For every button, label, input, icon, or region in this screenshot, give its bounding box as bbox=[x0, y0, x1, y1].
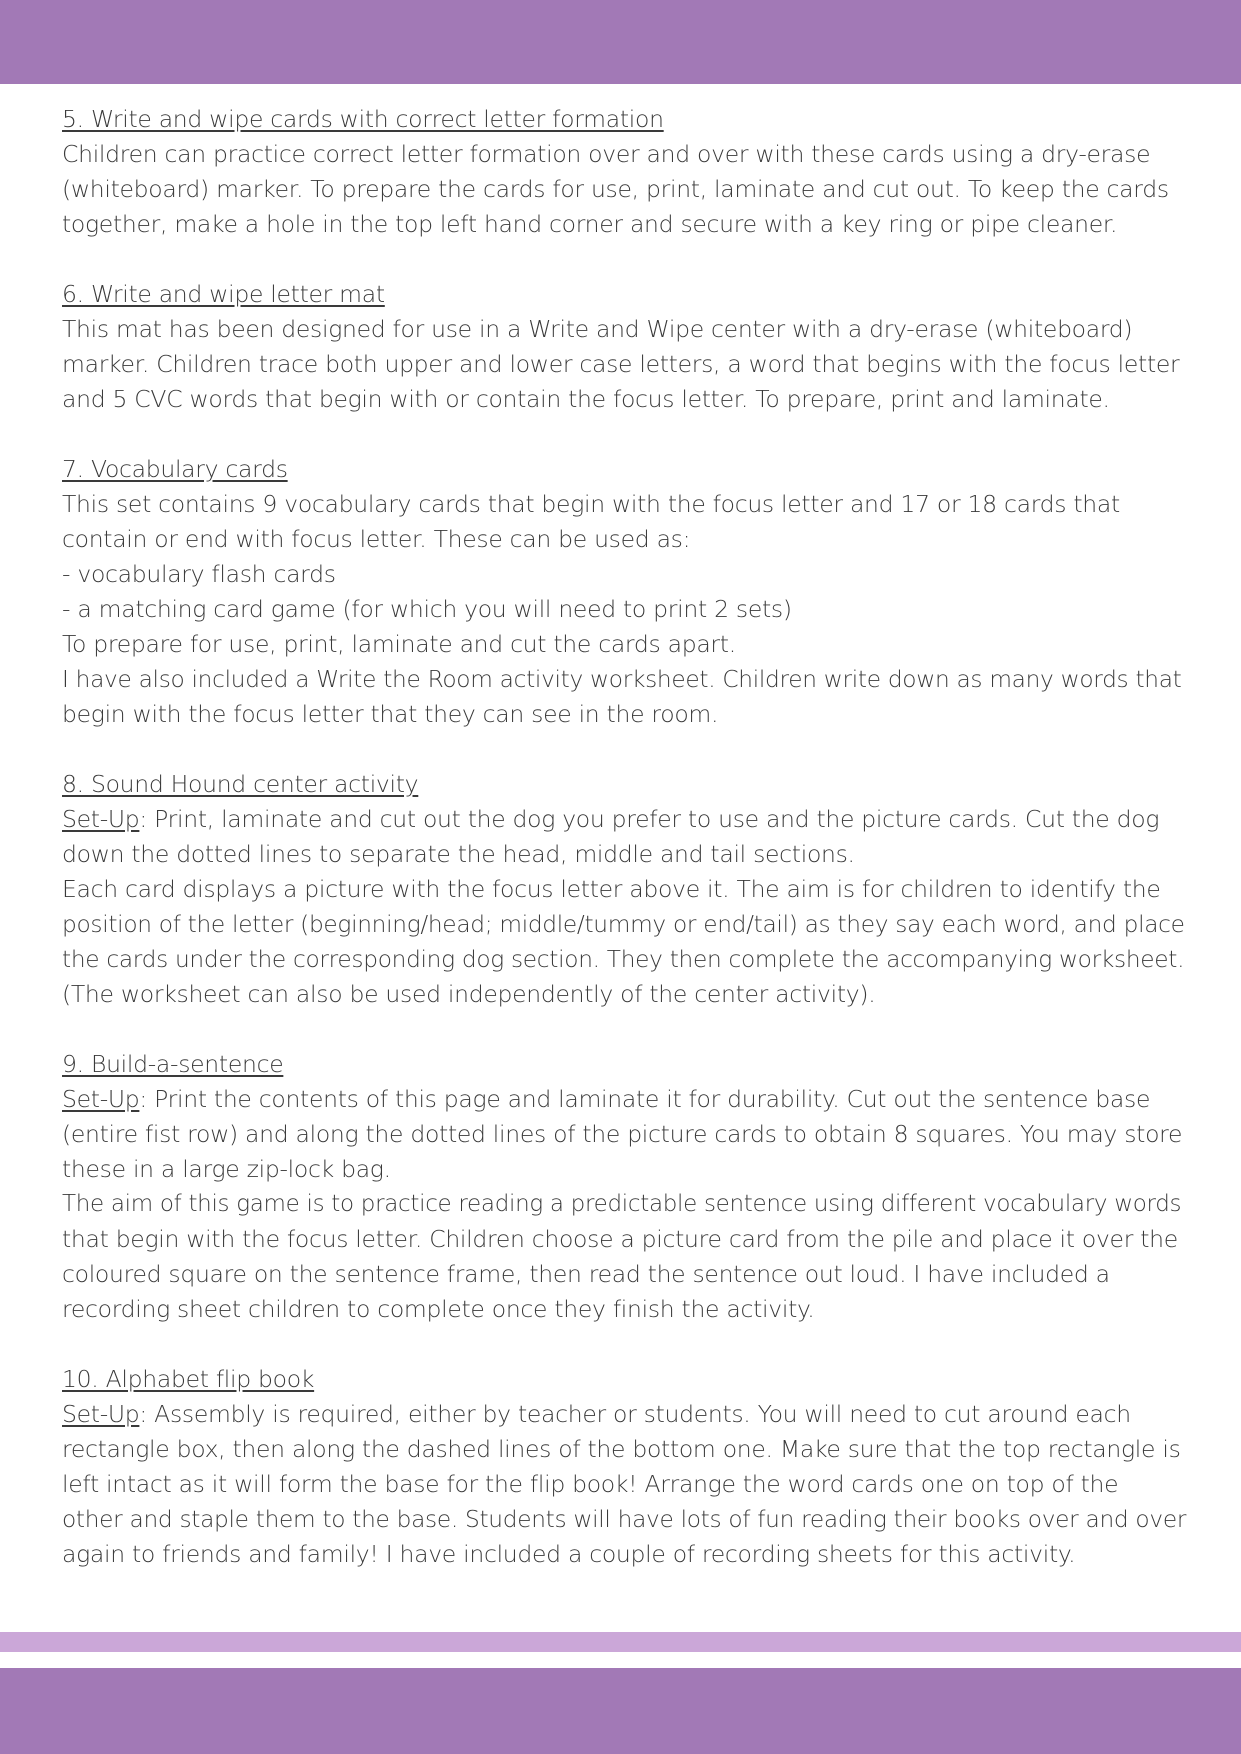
body-line: these in a large zip-lock bag. bbox=[62, 1155, 391, 1183]
body-line: left intact as it will form the base for the flip book! Arrange the word cards one on top of the bbox=[62, 1470, 1119, 1498]
setup-line bbox=[62, 1397, 1187, 1432]
section-sound-hound bbox=[62, 767, 1187, 1012]
section-build-a-sentence bbox=[62, 1047, 1187, 1327]
section-heading: 5. Write and wipe cards with correct letter formation bbox=[62, 105, 664, 133]
body-line: the cards under the corresponding dog section. They then complete the accompanying worksheet. bbox=[62, 946, 1185, 973]
document-body bbox=[62, 102, 1187, 1607]
section-heading: 9. Build-a-sentence bbox=[62, 1050, 284, 1078]
section-vocabulary-cards bbox=[62, 452, 1187, 732]
bottom-color-band bbox=[0, 1668, 1241, 1754]
body-line: again to friends and family! I have included a couple of recording sheets for this activity. bbox=[62, 1540, 1076, 1568]
setup-line bbox=[62, 802, 1187, 837]
body-line: (whiteboard) marker. To prepare the cards for use, print, laminate and cut out. To keep the cards bbox=[62, 175, 1169, 203]
body-line: - vocabulary flash cards bbox=[62, 560, 336, 588]
setup-line bbox=[62, 1082, 1187, 1117]
section-write-wipe-cards bbox=[62, 102, 1187, 242]
setup-label: Set-Up bbox=[62, 1085, 140, 1113]
top-color-band bbox=[0, 0, 1241, 84]
body-line: rectangle box, then along the dashed lines of the bottom one. Make sure that the top rectangle is bbox=[62, 1435, 1181, 1463]
body-line: down the dotted lines to separate the head, middle and tail sections. bbox=[62, 840, 855, 868]
setup-label: Set-Up bbox=[62, 805, 140, 833]
body-line: and 5 CVC words that begin with or contain the focus letter. To prepare, print and laminate. bbox=[62, 385, 1110, 413]
body-line: Each card displays a picture with the focus letter above it. The aim is for children to identify the bbox=[62, 875, 1161, 903]
section-heading: 6. Write and wipe letter mat bbox=[62, 280, 385, 308]
setup-text: : Print the contents of this page and laminate it for durability. Cut out the sentence base bbox=[139, 1085, 1151, 1113]
body-line: Children can practice correct letter formation over and over with these cards using a dry-erase bbox=[62, 140, 1151, 168]
body-line: This set contains 9 vocabulary cards that begin with the focus letter and 17 or 18 cards that bbox=[62, 490, 1120, 518]
body-line: position of the letter (beginning/head; middle/tummy or end/tail) as they say each word, and place bbox=[62, 911, 1185, 938]
section-alphabet-flip-book bbox=[62, 1362, 1187, 1572]
body-line: (entire fist row) and along the dotted lines of the picture cards to obtain 8 squares. You may store bbox=[62, 1120, 1183, 1148]
body-line: The aim of this game is to practice reading a predictable sentence using different vocabulary words bbox=[62, 1191, 1182, 1217]
body-line: together, make a hole in the top left hand corner and secure with a key ring or pipe cleaner. bbox=[62, 210, 1118, 238]
body-line: I have also included a Write the Room activity worksheet. Children write down as many words that bbox=[62, 666, 1182, 693]
setup-text: : Assembly is required, either by teacher or students. You will need to cut around each bbox=[139, 1400, 1131, 1428]
footer-light-stripe bbox=[0, 1632, 1241, 1652]
setup-text: : Print, laminate and cut out the dog you prefer to use and the picture cards. Cut the dog bbox=[139, 805, 1160, 833]
body-line: (The worksheet can also be used independently of the center activity). bbox=[62, 980, 876, 1008]
body-line: - a matching card game (for which you will need to print 2 sets) bbox=[62, 595, 792, 623]
section-heading: 7. Vocabulary cards bbox=[62, 455, 288, 483]
body-line: marker. Children trace both upper and lower case letters, a word that begins with the focus letter bbox=[62, 350, 1180, 378]
section-heading: 10. Alphabet flip book bbox=[62, 1365, 315, 1393]
body-line: that begin with the focus letter. Children choose a picture card from the pile and place it over the bbox=[62, 1225, 1178, 1253]
body-line: contain or end with focus letter. These can be used as: bbox=[62, 525, 691, 553]
body-line: To prepare for use, print, laminate and cut the cards apart. bbox=[62, 630, 736, 658]
body-line: recording sheet children to complete once they finish the activity. bbox=[62, 1295, 815, 1323]
body-line: begin with the focus letter that they can see in the room. bbox=[62, 700, 719, 728]
section-heading: 8. Sound Hound center activity bbox=[62, 770, 419, 798]
setup-label: Set-Up bbox=[62, 1400, 140, 1428]
body-line: coloured square on the sentence frame, then read the sentence out loud. I have included a bbox=[62, 1260, 1110, 1288]
body-line: other and staple them to the base. Students will have lots of fun reading their books over and over bbox=[62, 1506, 1187, 1533]
section-write-wipe-mat bbox=[62, 277, 1187, 417]
body-line: This mat has been designed for use in a Write and Wipe center with a dry-erase (whiteboard) bbox=[62, 315, 1133, 343]
